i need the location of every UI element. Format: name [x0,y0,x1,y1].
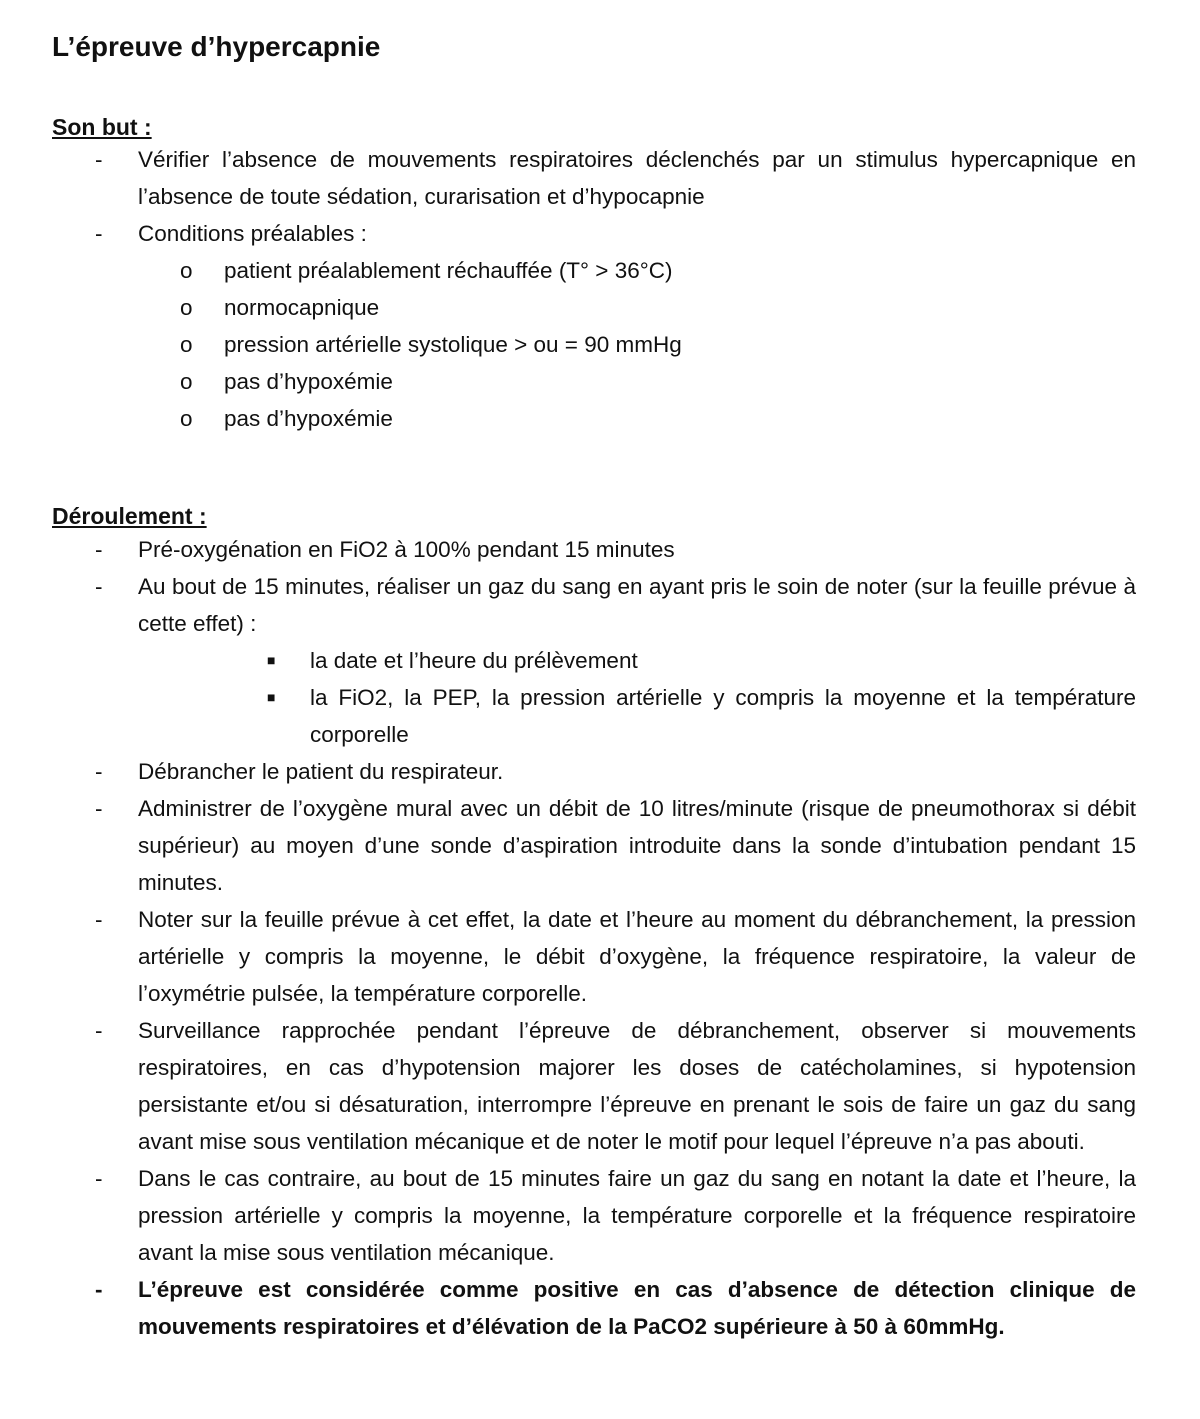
dash-bullet: - [95,1277,103,1302]
list-item-text: pas d’hypoxémie [224,406,393,431]
list-item-text: Vérifier l’absence de mouvements respiratoires déclenchés par un stimulus hypercapnique en l’absence de toute sédation, curarisation et d’hypocapnie [138,147,1136,209]
procedure-list [0,531,1200,1345]
list-item-text: Au bout de 15 minutes, réaliser un gaz du sang en ayant pris le soin de noter (sur la feuille prévue à cette effet) : [138,574,1136,636]
list-item [0,753,1200,790]
list-item-text: Surveillance rapprochée pendant l’épreuve de débranchement, observer si mouvements respiratoires, en cas d’hypotension majorer les doses de catécholamines, si hypotension persistante et/ou si désaturation, interrompre l’épreuve en prenant le sois de faire un gaz du sang avant mise sous ventilation mécanique et de noter le motif pour lequel l’épreuve n’a pas abouti. [138,1018,1136,1154]
list-item-conclusion [0,1271,1200,1345]
list-item [0,901,1200,1012]
dash-bullet: - [95,147,103,172]
list-item-text: Débrancher le patient du respirateur. [138,759,504,784]
list-item-text: normocapnique [224,295,380,320]
square-bullet: ■ [267,652,276,668]
dash-bullet: - [95,1018,103,1043]
list-item [0,568,1200,642]
dash-bullet: - [95,574,103,599]
list-item [0,642,1200,679]
dash-bullet: - [95,907,103,932]
list-item-text: Pré-oxygénation en FiO2 à 100% pendant 15 minutes [138,537,675,562]
list-item [0,252,1200,289]
list-item [0,679,1200,753]
list-item-text: Administrer de l’oxygène mural avec un débit de 10 litres/minute (risque de pneumothorax si débit supérieur) au moyen d’une sonde d’aspiration introduite dans la sonde d’intubation pendant 15 minutes. [138,796,1136,895]
goal-heading: Son but : [52,114,152,140]
circle-bullet: o [180,406,193,431]
list-item [0,1160,1200,1271]
document-title: L’épreuve d’hypercapnie [52,31,381,62]
list-item [0,1012,1200,1160]
list-item [0,363,1200,400]
list-item [0,326,1200,363]
list-item-text: Dans le cas contraire, au bout de 15 minutes faire un gaz du sang en notant la date et l’heure, la pression artérielle y compris la moyenne, la température corporelle et la fréquence respiratoire avant la mise sous ventilation mécanique. [138,1166,1136,1265]
list-item-text: la date et l’heure du prélèvement [310,648,638,673]
circle-bullet: o [180,258,193,283]
circle-bullet: o [180,369,193,394]
conclusion-text: L’épreuve est considérée comme positive en cas d’absence de détection clinique de mouvements respiratoires et d’élévation de la PaCO2 supérieure à 50 à 60mmHg. [138,1277,1136,1339]
list-item [0,289,1200,326]
dash-bullet: - [95,537,103,562]
dash-bullet: - [95,759,103,784]
list-item-text: Noter sur la feuille prévue à cet effet, la date et l’heure au moment du débranchement, la pression artérielle y compris la moyenne, le débit d’oxygène, la fréquence respiratoire, la valeur de l’oxymétrie pulsée, la température corporelle. [138,907,1136,1006]
list-item [0,531,1200,568]
list-item-text: Conditions préalables : [138,221,367,246]
dash-bullet: - [95,221,103,246]
square-bullet: ■ [267,689,276,705]
list-item [0,141,1200,215]
list-item-text: pas d’hypoxémie [224,369,393,394]
circle-bullet: o [180,332,193,357]
goal-list [0,141,1200,437]
dash-bullet: - [95,796,103,821]
list-item [0,790,1200,901]
list-item-text: patient préalablement réchauffée (T° > 36°C) [224,258,673,283]
dash-bullet: - [95,1166,103,1191]
list-item [0,400,1200,437]
list-item-text: pression artérielle systolique > ou = 90 mmHg [224,332,682,357]
list-item-text: la FiO2, la PEP, la pression artérielle y compris la moyenne et la température corporelle [310,685,1136,747]
circle-bullet: o [180,295,193,320]
procedure-heading: Déroulement : [52,503,207,529]
list-item [0,215,1200,252]
